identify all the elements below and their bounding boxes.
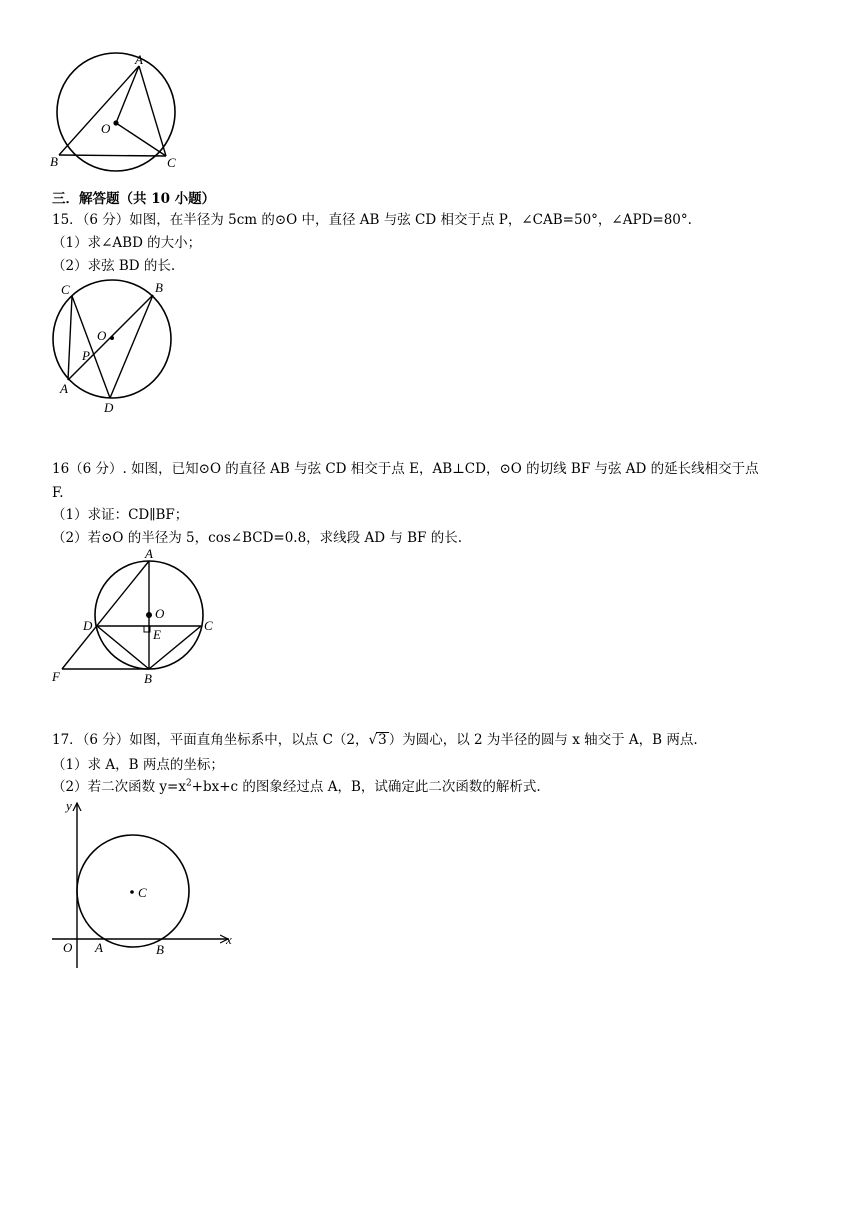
label-c: C (138, 885, 147, 900)
label-o: O (155, 606, 165, 621)
label-a: A (135, 52, 143, 67)
q16-part2: （2）若⊙O 的半径为 5，cos∠BCD=0.8，求线段 AD 与 BF 的长. (52, 530, 462, 546)
label-c: C (167, 155, 176, 170)
label-c: C (61, 282, 70, 297)
label-c: C (204, 618, 213, 633)
label-y: y (66, 798, 72, 813)
label-p: P (82, 348, 90, 363)
label-o: O (63, 940, 73, 955)
label-o: O (97, 328, 107, 343)
sqrt-sign: √ (368, 732, 378, 748)
label-b: B (156, 942, 164, 957)
label-x: x (226, 932, 232, 947)
q16-part1: （1）求证：CD∥BF； (52, 507, 189, 523)
label-a: A (145, 546, 153, 561)
label-b: B (155, 280, 163, 295)
center-point (130, 890, 134, 894)
label-a: A (95, 940, 103, 955)
q17-part2-end: +bx+c 的图象经过点 A，B，试确定此二次函数的解析式. (191, 779, 541, 795)
label-f: F (52, 669, 60, 684)
q15-part1: （1）求∠ABD 的大小； (52, 235, 202, 251)
exponent: 2 (185, 778, 192, 789)
q17-stem-end: ）为圆心，以 2 为半径的圆与 x 轴交于 A，B 两点. (388, 732, 698, 748)
q16-stem-line2: F. (52, 485, 64, 501)
label-d: D (83, 618, 93, 633)
label-d: D (104, 400, 114, 415)
label-a: A (60, 381, 68, 396)
q16-stem-line1: 16（6 分）. 如图，已知⊙O 的直径 AB 与弦 CD 相交于点 E，AB⊥CD，⊙O 的切线 BF 与弦 AD 的延长线相交于点 (52, 461, 759, 477)
section-title: 三．解答题（共 10 小题） (52, 191, 216, 207)
q17-part1: （1）求 A，B 两点的坐标； (52, 757, 224, 773)
q17-stem-start: 17．（6 分）如图，平面直角坐标系中，以点 C（2， (52, 732, 369, 748)
q17-part2-start: （2）若二次函数 y=x (52, 779, 186, 795)
label-o: O (101, 121, 111, 136)
q15-part2: （2）求弦 BD 的长. (52, 258, 176, 274)
label-e: E (153, 627, 161, 642)
q15-stem: 15．（6 分）如图，在半径为 5cm 的⊙O 中，直径 AB 与弦 CD 相交于点 P，∠CAB=50°，∠APD=80°. (52, 212, 692, 228)
sqrt-radicand: 3 (378, 732, 387, 748)
label-b: B (50, 154, 58, 169)
label-b: B (144, 671, 152, 686)
